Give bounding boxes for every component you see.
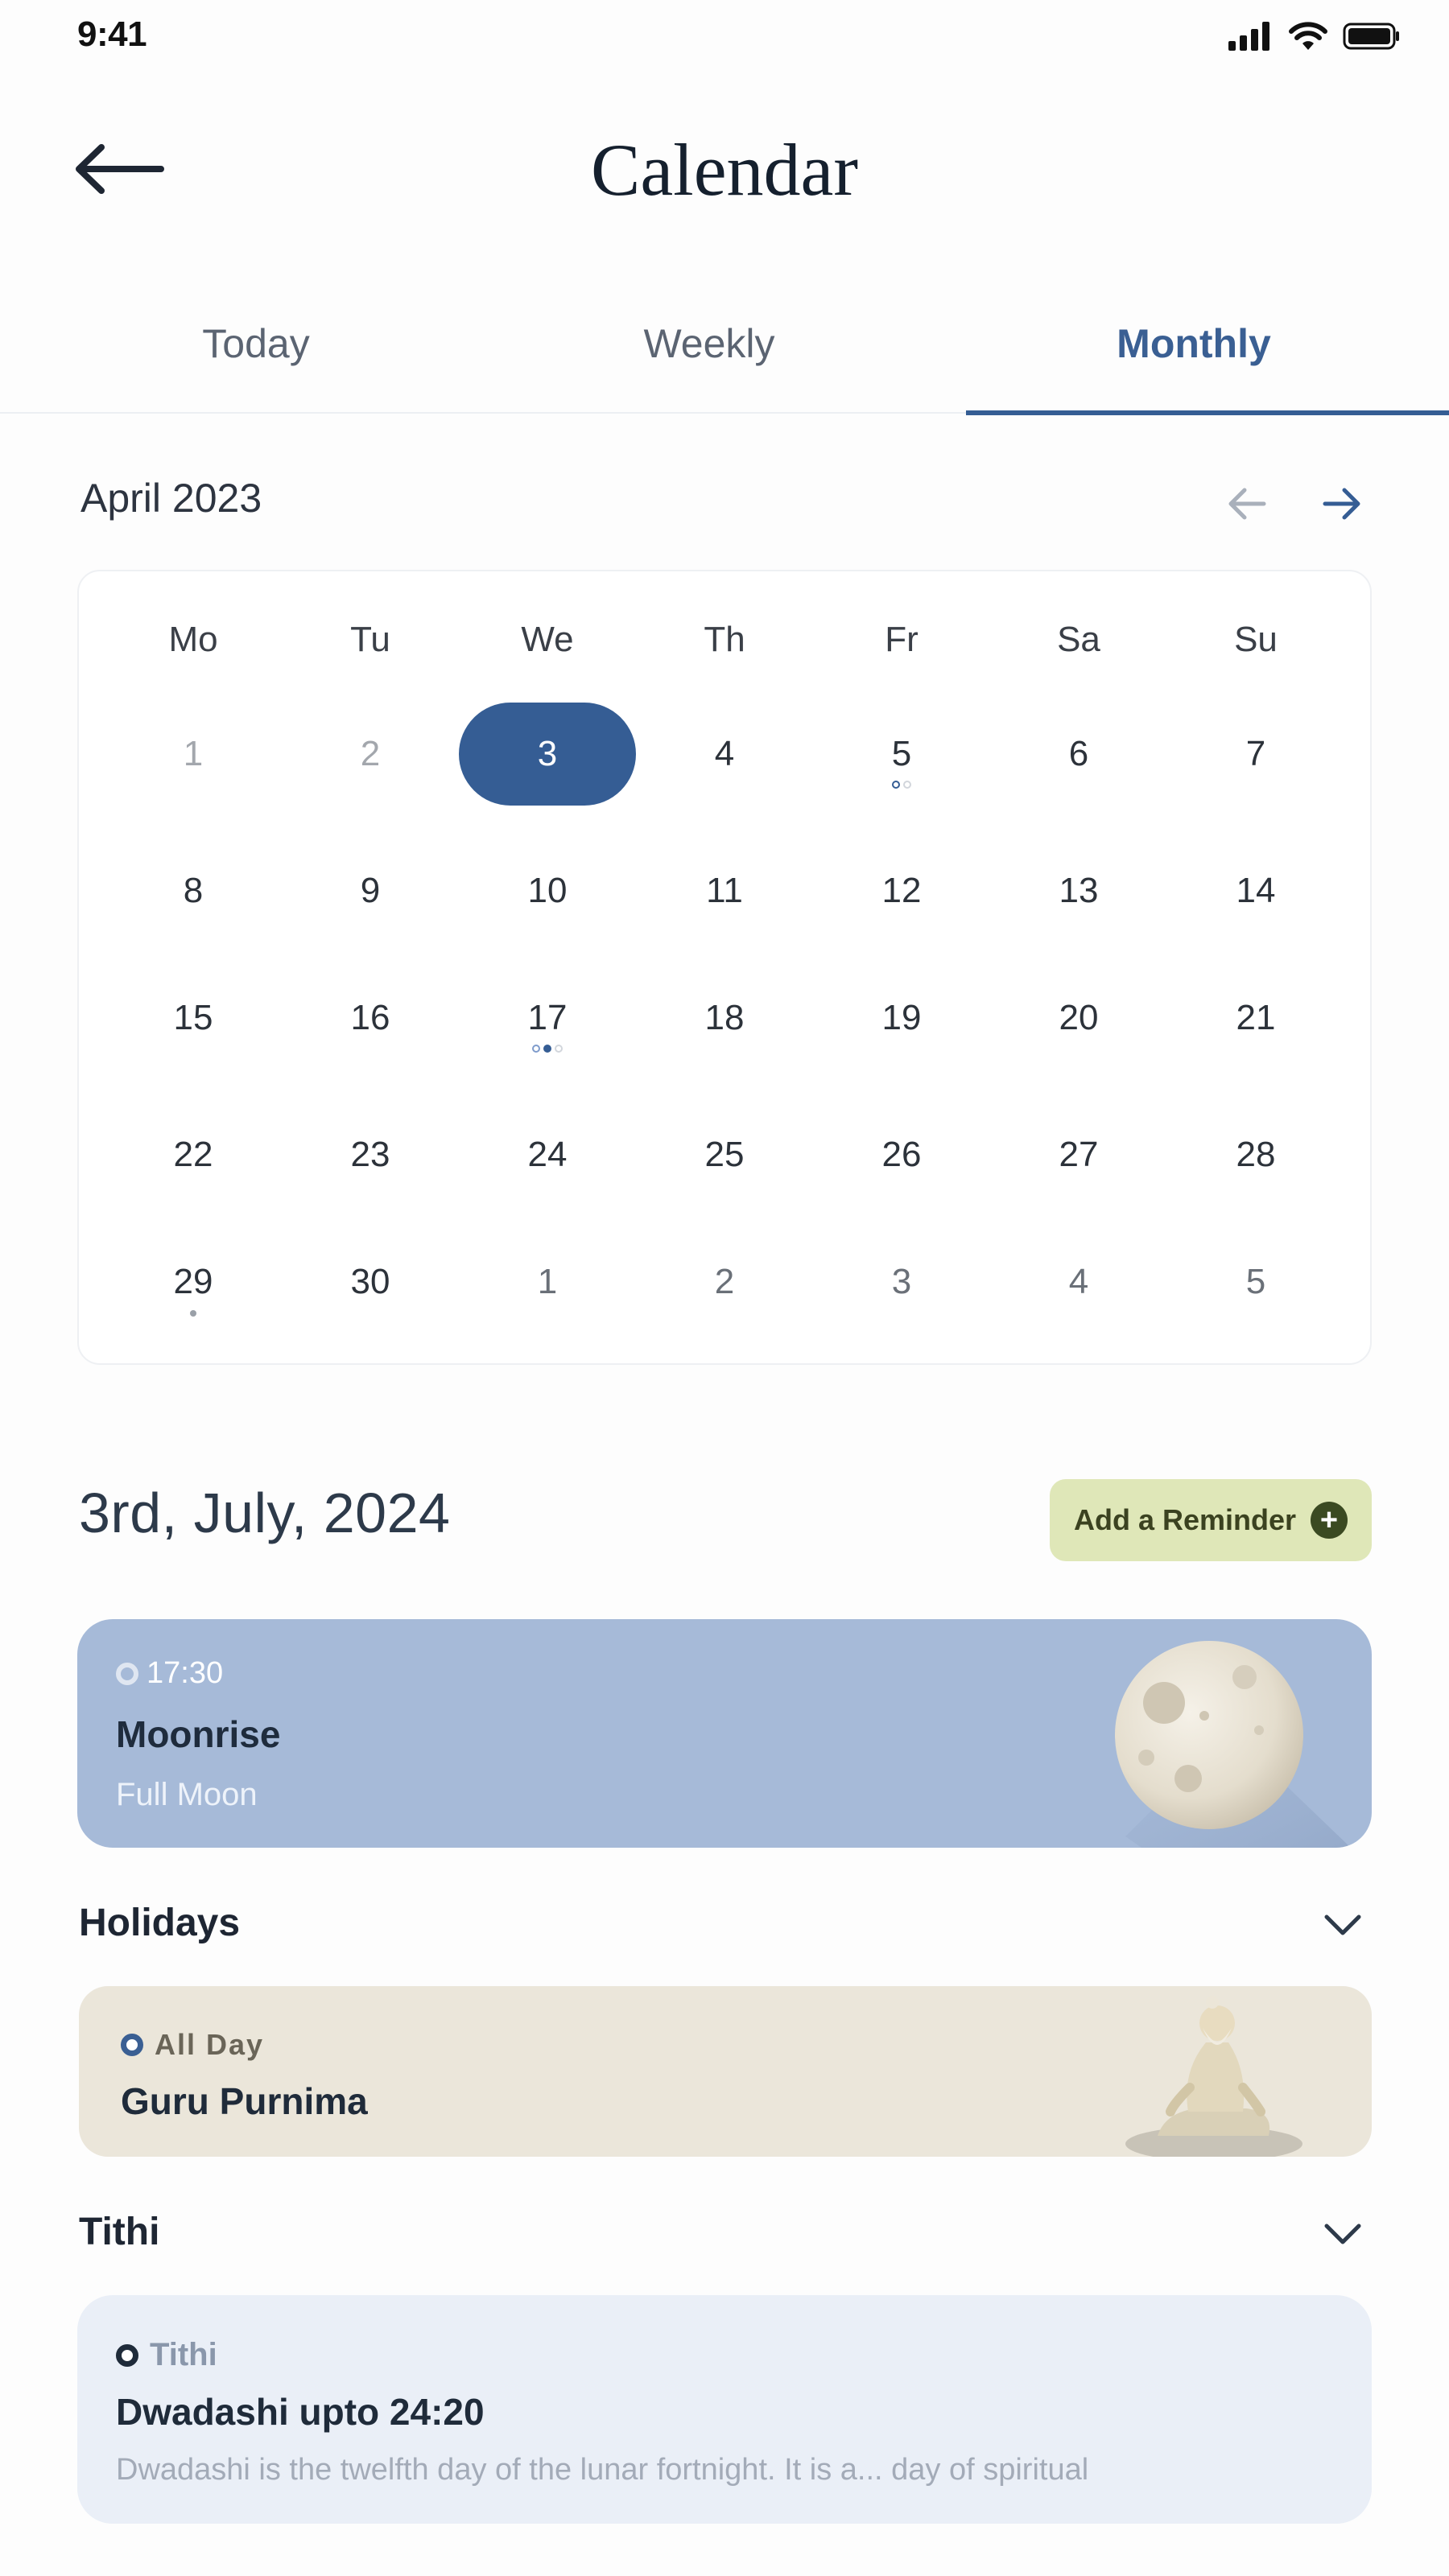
- calendar-day[interactable]: 4: [714, 734, 735, 773]
- calendar-day[interactable]: 26: [881, 1135, 922, 1174]
- holiday-tag-label: All Day: [155, 2028, 265, 2061]
- calendar-day[interactable]: 4: [1068, 1262, 1089, 1301]
- weekday-label: Fr: [885, 620, 919, 659]
- plus-icon: +: [1311, 1502, 1348, 1539]
- calendar-day-with-events[interactable]: [105, 1230, 282, 1334]
- text-fade-overlay: [77, 2492, 1372, 2524]
- event-dots: [105, 1310, 282, 1317]
- holiday-tag: [121, 2028, 264, 2062]
- calendar-day[interactable]: 27: [1059, 1135, 1099, 1174]
- calendar-day[interactable]: 5: [1245, 1262, 1266, 1301]
- status-time: 9:41: [77, 14, 147, 54]
- tithi-card[interactable]: [77, 2295, 1372, 2524]
- weekday-label: Tu: [350, 620, 390, 659]
- event-dot: [903, 781, 911, 789]
- tab-bar: [0, 306, 1449, 414]
- calendar-day[interactable]: 9: [360, 871, 381, 910]
- event-dot: [190, 1310, 196, 1317]
- tithi-description: Dwadashi is the twelfth day of the lunar fortnight. It is a... day of spiritual: [116, 2453, 1089, 2487]
- calendar-day[interactable]: 7: [1245, 734, 1266, 773]
- meditating-sage-illustration: [1125, 1991, 1327, 2157]
- weekday-label: Th: [704, 620, 745, 659]
- calendar-day[interactable]: 19: [881, 998, 922, 1037]
- calendar-day-with-events[interactable]: [813, 702, 990, 806]
- calendar-day[interactable]: 22: [173, 1135, 213, 1174]
- calendar-day[interactable]: 16: [350, 998, 390, 1037]
- calendar-day[interactable]: 28: [1236, 1135, 1276, 1174]
- month-label: April 2023: [80, 476, 262, 521]
- calendar-day-selected[interactable]: [459, 702, 636, 806]
- holiday-title: Guru Purnima: [121, 2080, 368, 2122]
- event-dot: [543, 1045, 551, 1053]
- calendar-day[interactable]: 13: [1059, 871, 1099, 910]
- event-dot: [532, 1045, 540, 1053]
- add-reminder-label: Add a Reminder: [1073, 1503, 1297, 1536]
- moonrise-card[interactable]: [77, 1619, 1372, 1848]
- moonrise-time: [116, 1656, 223, 1691]
- signal-icon: [1228, 22, 1274, 51]
- calendar-day[interactable]: 18: [704, 998, 745, 1037]
- arrow-right-icon: [1317, 480, 1365, 528]
- calendar-day[interactable]: 1: [183, 734, 204, 773]
- calendar-day[interactable]: 14: [1236, 871, 1276, 910]
- calendar-day-with-events[interactable]: [459, 966, 636, 1070]
- calendar-day[interactable]: 2: [360, 734, 381, 773]
- calendar-day[interactable]: 15: [173, 998, 213, 1037]
- battery-icon: [1343, 22, 1401, 51]
- clock-ring-icon: [116, 1663, 138, 1685]
- calendar-day[interactable]: 25: [704, 1135, 745, 1174]
- tab-today[interactable]: Today: [202, 321, 310, 366]
- status-icons: [1228, 21, 1401, 52]
- calendar-day-number: 29: [173, 1262, 213, 1301]
- arrow-left-icon: [1224, 480, 1272, 528]
- selected-date-heading: 3rd, July, 2024: [79, 1482, 451, 1544]
- weekday-label: Su: [1234, 620, 1278, 659]
- page-title: Calendar: [590, 129, 859, 211]
- calendar-day[interactable]: 20: [1059, 998, 1099, 1037]
- calendar-day[interactable]: 11: [706, 871, 743, 910]
- calendar-day[interactable]: 21: [1236, 998, 1276, 1037]
- holidays-section-title: Holidays: [79, 1902, 241, 1944]
- calendar-day[interactable]: 8: [183, 871, 204, 910]
- calendar-day[interactable]: 3: [891, 1262, 912, 1301]
- event-dots: [459, 1045, 636, 1053]
- chevron-down-icon: [1319, 2210, 1367, 2258]
- calendar-day[interactable]: 6: [1068, 734, 1089, 773]
- active-tab-indicator: [966, 410, 1449, 415]
- tithi-tag: [116, 2337, 217, 2373]
- ring-bullet-icon: [116, 2344, 138, 2367]
- calendar-day-number: 3: [537, 734, 558, 773]
- tithi-section-title: Tithi: [79, 2211, 160, 2253]
- chevron-down-icon: [1319, 1901, 1367, 1949]
- tithi-title: Dwadashi upto 24:20: [116, 2391, 485, 2433]
- tab-monthly[interactable]: Monthly: [1117, 321, 1271, 366]
- calendar-day[interactable]: 23: [350, 1135, 390, 1174]
- weekday-label: We: [521, 620, 574, 659]
- holidays-expand-toggle[interactable]: [1319, 1901, 1367, 1949]
- holiday-card[interactable]: [79, 1986, 1372, 2157]
- tab-weekly[interactable]: Weekly: [643, 321, 775, 366]
- calendar-day[interactable]: 1: [537, 1262, 558, 1301]
- wifi-icon: [1288, 21, 1328, 52]
- next-month-button[interactable]: [1317, 480, 1365, 528]
- calendar-day[interactable]: 12: [881, 871, 922, 910]
- weekday-label: Sa: [1057, 620, 1100, 659]
- calendar-day[interactable]: 2: [714, 1262, 735, 1301]
- event-dot: [555, 1045, 563, 1053]
- add-reminder-button[interactable]: [1050, 1479, 1372, 1561]
- calendar-day-number: 5: [891, 734, 912, 773]
- calendar-day-number: 17: [527, 998, 568, 1037]
- month-calendar: [77, 570, 1372, 1365]
- full-moon-icon: [1093, 1619, 1372, 1848]
- moonrise-title: Moonrise: [116, 1713, 281, 1755]
- event-dot: [892, 781, 900, 789]
- ring-bullet-icon: [121, 2034, 143, 2056]
- tithi-tag-label: Tithi: [150, 2337, 217, 2372]
- moonrise-subtitle: Full Moon: [116, 1777, 258, 1812]
- tithi-expand-toggle[interactable]: [1319, 2210, 1367, 2258]
- calendar-day[interactable]: 10: [527, 871, 568, 910]
- moonrise-time-label: 17:30: [147, 1656, 224, 1690]
- weekday-label: Mo: [168, 620, 218, 659]
- calendar-day[interactable]: 24: [527, 1135, 568, 1174]
- calendar-day[interactable]: 30: [350, 1262, 390, 1301]
- previous-month-button[interactable]: [1224, 480, 1272, 528]
- event-dots: [813, 781, 990, 789]
